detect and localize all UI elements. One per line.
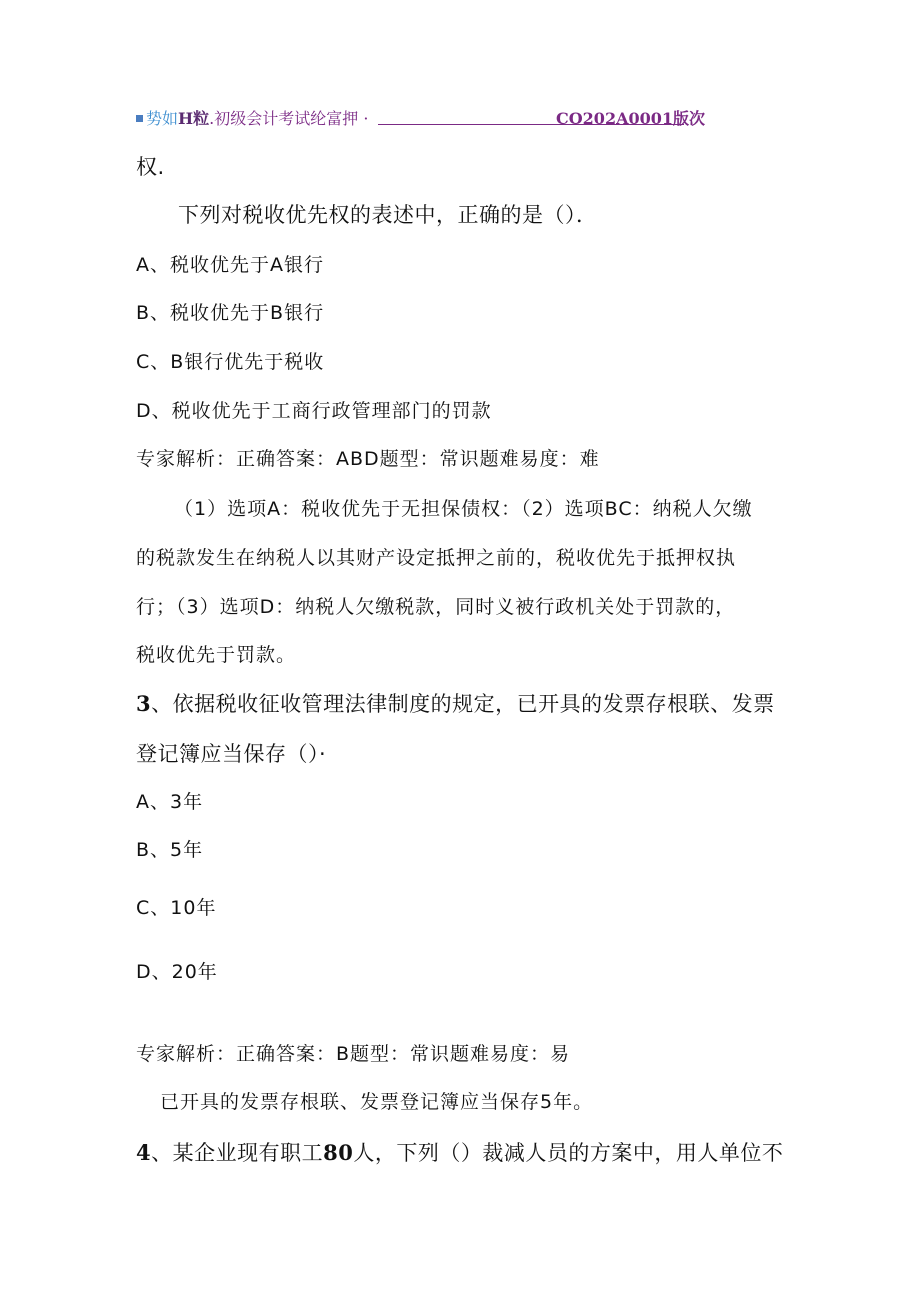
option-c: C、10年: [136, 897, 217, 919]
expert-analysis: 专家解析：正确答案：B题型：常识题难易度：易: [136, 1043, 571, 1065]
question-stem: 登记簿应当保存（）·: [136, 742, 327, 766]
question-stem-text: 人，下列（）裁减人员的方案中，用人单位不: [353, 1141, 784, 1165]
question-stem-text: 、依据税收征收管理法律制度的规定，已开具的发票存根联、发票: [151, 692, 775, 716]
question-number: 4: [136, 1140, 152, 1165]
header-left-blue: 势如: [146, 109, 179, 128]
question-stem: [136, 1137, 783, 1167]
option-a: A、3年: [136, 791, 204, 813]
option-a: A、税收优先于A银行: [136, 254, 324, 276]
option-b: B、税收优先于B银行: [136, 302, 325, 324]
header-left-bold: H粒: [178, 109, 210, 128]
option-b: B、5年: [136, 839, 204, 861]
question-stem: [136, 688, 775, 718]
header-left-rest: .初级会计考试纶富押 ·: [209, 109, 369, 128]
text-line: 权.: [136, 155, 165, 179]
question-stem-text: 、某企业现有职工: [151, 1141, 324, 1165]
question-stem: 下列对税收优先权的表述中，正确的是（）．: [178, 203, 598, 227]
header-right: CO202A0001版次: [556, 109, 706, 128]
question-number: 3: [136, 691, 152, 716]
question-stem-number: 80: [323, 1140, 354, 1165]
explanation-line: 税收优先于罚款。: [136, 644, 297, 666]
header-left: [136, 106, 368, 129]
page-header: [136, 106, 706, 130]
explanation-line: 行；（3）选项D：纳税人欠缴税款，同时义被行政机关处于罚款的，: [136, 596, 736, 618]
option-d: D、20年: [136, 961, 218, 983]
option-c: C、B银行优先于税收: [136, 351, 325, 373]
expert-analysis: 专家解析：正确答案：ABD题型：常识题难易度：难: [136, 448, 600, 470]
option-d: D、税收优先于工商行政管理部门的罚款: [136, 400, 492, 422]
explanation-line: 已开具的发票存根联、发票登记簿应当保存5年。: [160, 1091, 594, 1113]
explanation-line: 的税款发生在纳税人以其财产设定抵押之前的，税收优先于抵押权执: [136, 547, 737, 569]
square-bullet-icon: [136, 115, 143, 122]
explanation-line: （1）选项A：税收优先于无担保债权：（2）选项BC：纳税人欠缴: [174, 498, 753, 520]
